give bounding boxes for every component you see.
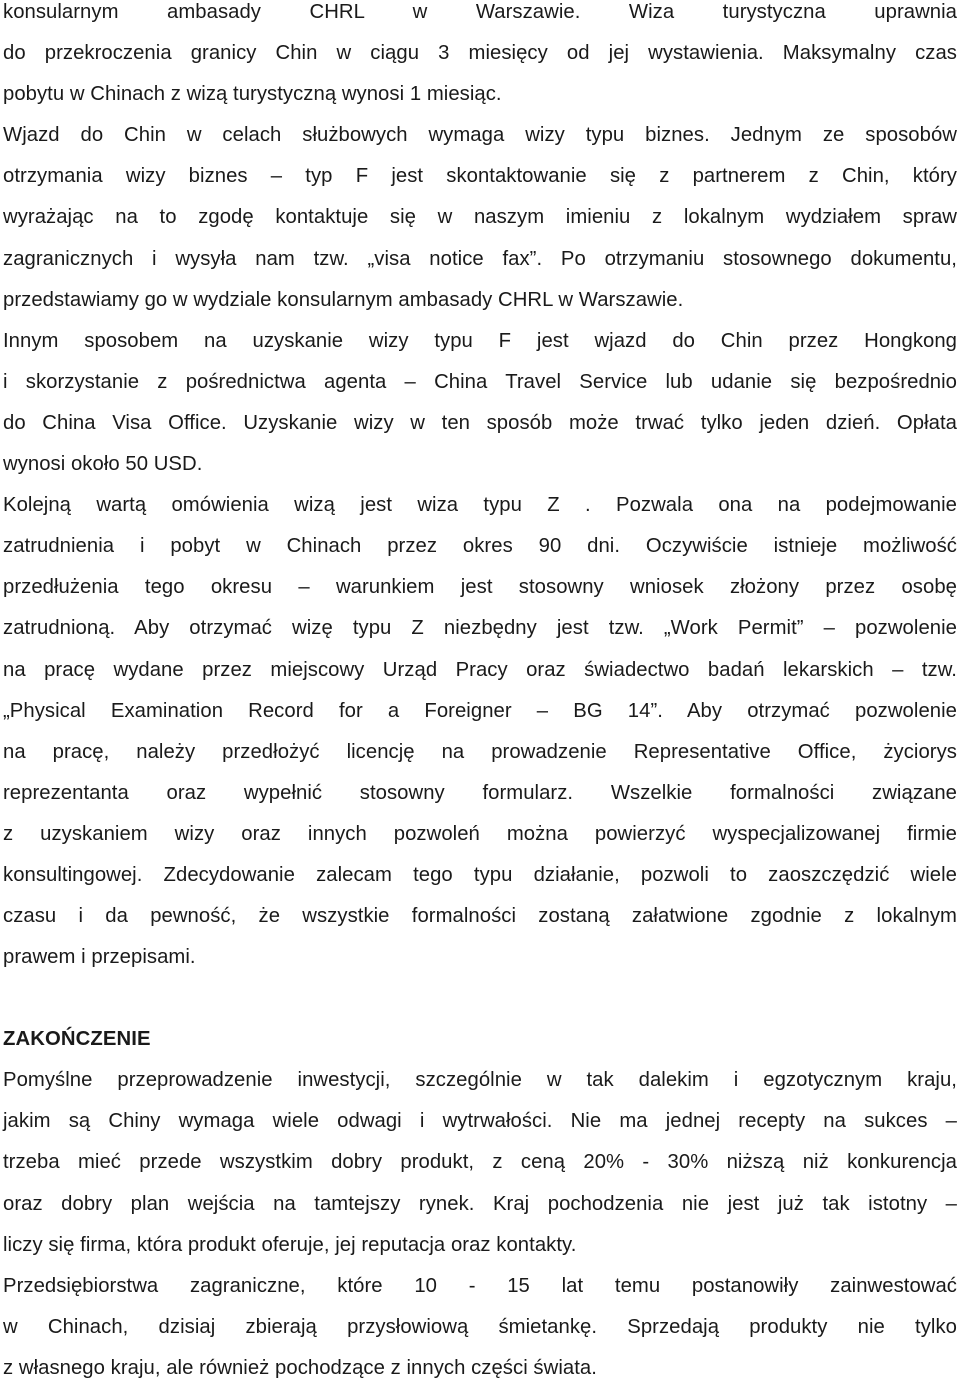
paragraph-tourist-visa xyxy=(3,0,957,115)
text-line: przedłużenia tego okresu – warunkiem jest stosowny wniosek złożony przez osobę xyxy=(3,576,957,599)
paragraph-conclusion-1 xyxy=(3,1060,957,1265)
paragraph-conclusion-2 xyxy=(3,1266,957,1389)
text-line: Pomyślne przeprowadzenie inwestycji, szczególnie w tak dalekim i egzotycznym kraju, xyxy=(3,1069,957,1092)
text-line: otrzymania wizy biznes – typ F jest skontaktowanie się z partnerem z Chin, który xyxy=(3,165,957,188)
text-line: konsularnym ambasady CHRL w Warszawie. Wiza turystyczna uprawnia xyxy=(3,1,957,23)
text-line: na pracę, należy przedłożyć licencję na prowadzenie Representative Office, życiorys xyxy=(3,740,957,763)
text-line: do China Visa Office. Uzyskanie wizy w ten sposób może trwać tylko jeden dzień. Opłata xyxy=(3,411,957,434)
text-line: zatrudnioną. Aby otrzymać wizę typu Z niezbędny jest tzw. „Work Permit” – pozwolenie xyxy=(3,617,957,640)
text-line: pobytu w Chinach z wizą turystyczną wynosi 1 miesiąc. xyxy=(3,83,502,106)
text-line: wyrażając na to zgodę kontaktuje się w naszym imieniu z lokalnym wydziałem spraw xyxy=(3,206,957,229)
text-line: trzeba mieć przede wszystkim dobry produkt, z ceną 20% - 30% niższą niż konkurencja xyxy=(3,1151,957,1174)
text-line: z własnego kraju, ale również pochodzące z innych części świata. xyxy=(3,1356,597,1379)
paragraph-z-visa xyxy=(3,485,957,978)
text-line: reprezentanta oraz wypełnić stosowny formularz. Wszelkie formalności związane xyxy=(3,781,957,804)
text-line: zagranicznych i wysyła nam tzw. „visa notice fax”. Po otrzymaniu stosownego dokumentu, xyxy=(3,247,957,270)
text-line: w Chinach, dzisiaj zbierają przysłowiową śmietankę. Sprzedają produkty nie tylko xyxy=(3,1315,957,1338)
text-line: oraz dobry plan wejścia na tamtejszy rynek. Kraj pochodzenia nie jest już tak istotny – xyxy=(3,1192,957,1215)
text-line: konsultingowej. Zdecydowanie zalecam tego typu działanie, pozwoli to zaoszczędzić wiele xyxy=(3,863,957,886)
text-line: z uzyskaniem wizy oraz innych pozwoleń można powierzyć wyspecjalizowanej firmie xyxy=(3,822,957,845)
section-heading: ZAKOŃCZENIE xyxy=(3,1028,151,1051)
text-line: na pracę wydane przez miejscowy Urząd Pracy oraz świadectwo badań lekarskich – tzw. xyxy=(3,658,957,681)
paragraph-business-visa xyxy=(3,115,957,320)
text-line: jakim są Chiny wymaga wiele odwagi i wytrwałości. Nie ma jednej recepty na sukces – xyxy=(3,1110,957,1133)
text-line: czasu i da pewność, że wszystkie formalności zostaną załatwione zgodnie z lokalnym xyxy=(3,905,957,928)
text-line: Innym sposobem na uzyskanie wizy typu F jest wjazd do Chin przez Hongkong xyxy=(3,329,957,352)
text-line: liczy się firma, która produkt oferuje, jej reputacja oraz kontakty. xyxy=(3,1233,577,1256)
text-line: do przekroczenia granicy Chin w ciągu 3 miesięcy od jej wystawienia. Maksymalny czas xyxy=(3,42,957,65)
text-line: przedstawiamy go w wydziale konsularnym ambasady CHRL w Warszawie. xyxy=(3,288,684,311)
text-line: wynosi około 50 USD. xyxy=(3,453,203,476)
text-line: zatrudnienia i pobyt w Chinach przez okres 90 dni. Oczywiście istnieje możliwość xyxy=(3,535,957,558)
text-line: prawem i przepisami. xyxy=(3,946,196,969)
text-line: Kolejną wartą omówienia wizą jest wiza typu Z . Pozwala ona na podejmowanie xyxy=(3,494,957,517)
text-line: „Physical Examination Record for a Foreigner – BG 14”. Aby otrzymać pozwolenie xyxy=(3,699,957,722)
text-line: i skorzystanie z pośrednictwa agenta – China Travel Service lub udanie się bezpośrednio xyxy=(3,370,957,393)
paragraph-hongkong-visa xyxy=(3,321,957,485)
text-line: Przedsiębiorstwa zagraniczne, które 10 - 15 lat temu postanowiły zainwestować xyxy=(3,1274,957,1297)
text-line: Wjazd do Chin w celach służbowych wymaga wizy typu biznes. Jednym ze sposobów xyxy=(3,124,957,147)
